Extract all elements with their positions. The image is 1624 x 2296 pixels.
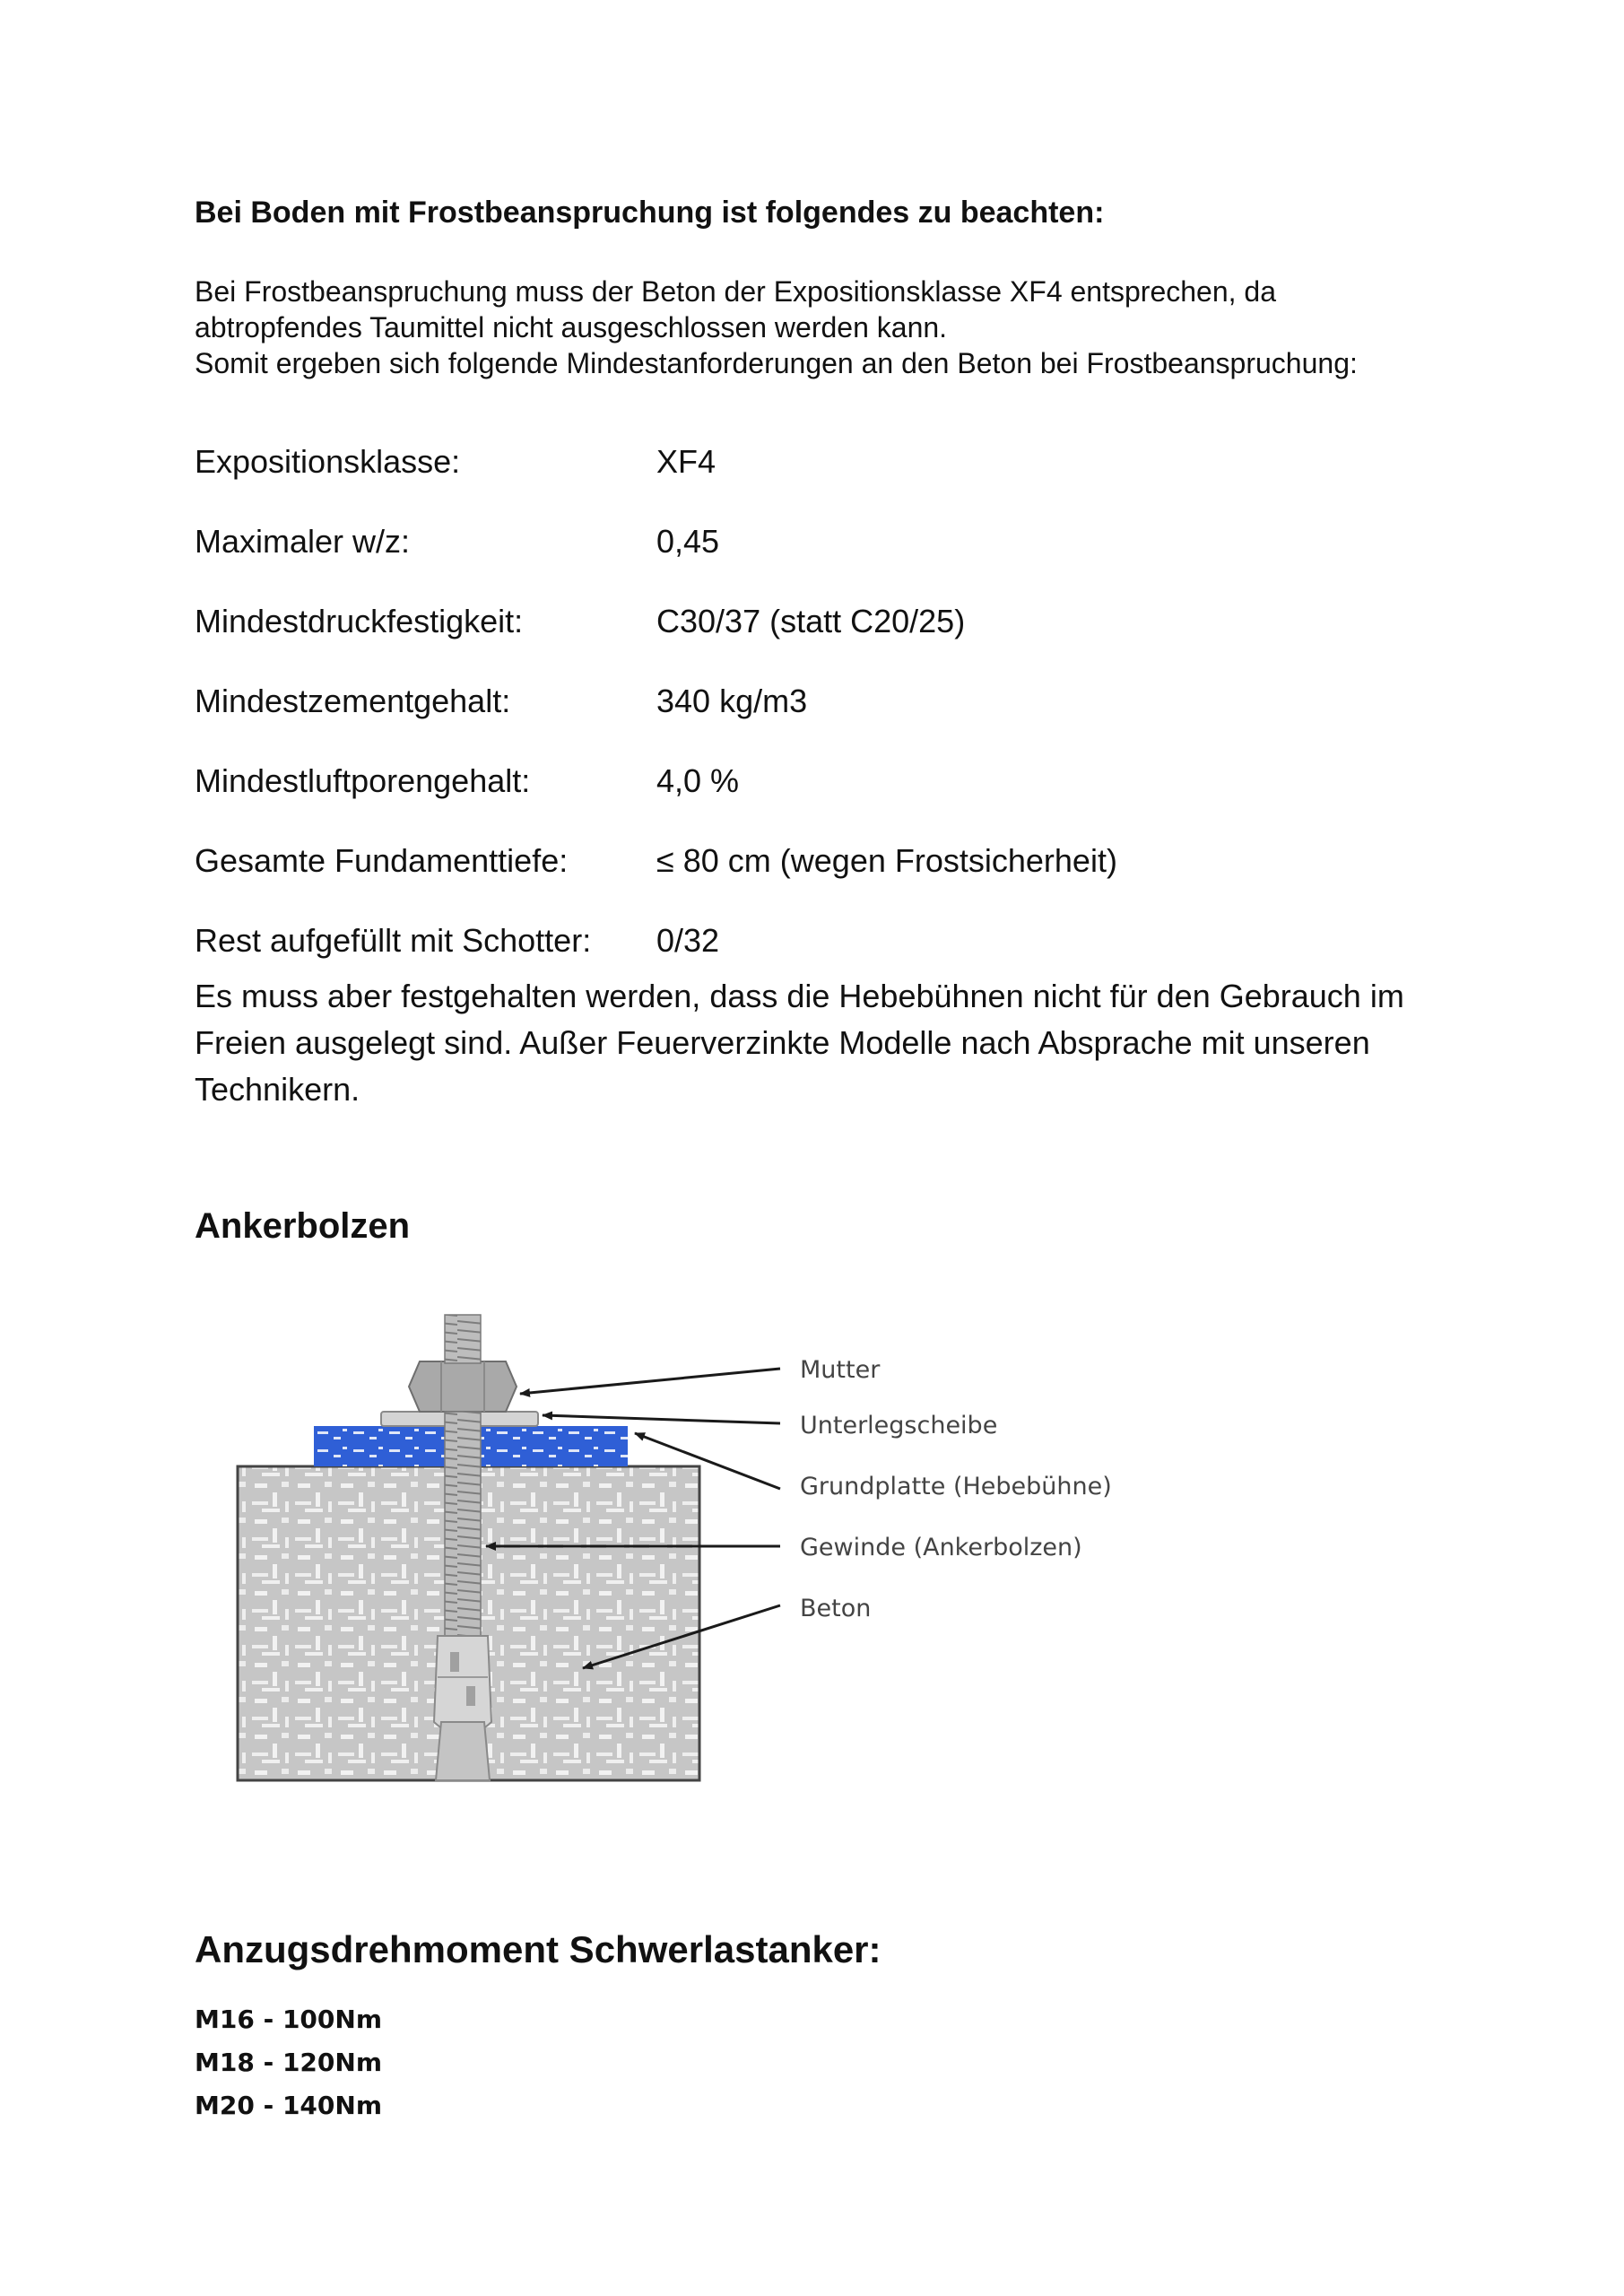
torque-list	[195, 1998, 382, 2127]
anchor-bolt-diagram	[206, 1300, 1130, 1803]
label-gewinde: Gewinde (Ankerbolzen)	[800, 1534, 1082, 1561]
label-unterlegscheibe: Unterlegscheibe	[800, 1412, 998, 1439]
expansion-sleeve	[434, 1636, 491, 1735]
table-row	[195, 821, 1360, 900]
intro-line: Bei Frostbeanspruchung muss der Beton der Expositionsklasse XF4 entsprechen, da	[195, 275, 1276, 308]
label-mutter: Mutter	[800, 1356, 881, 1384]
requirement-label: Rest aufgefüllt mit Schotter:	[195, 921, 592, 959]
frost-heading: Bei Boden mit Frostbeanspruchung ist folgendes zu beachten:	[195, 196, 1105, 230]
intro-line: abtropfendes Taumittel nicht ausgeschlossen werden kann.	[195, 311, 948, 344]
requirement-label: Mindestluftporengehalt:	[195, 761, 531, 799]
requirement-value: XF4	[656, 442, 716, 480]
bolt-thread	[445, 1412, 481, 1636]
requirement-label: Maximaler w/z:	[195, 522, 411, 560]
requirement-value: C30/37 (statt C20/25)	[656, 602, 966, 639]
list-item: M20 - 140Nm	[195, 2091, 383, 2120]
requirement-value: 340 kg/m3	[656, 682, 808, 719]
label-beton: Beton	[800, 1595, 872, 1622]
requirement-value: 0,45	[656, 522, 720, 560]
arrow-mutter	[520, 1369, 780, 1394]
requirement-label: Mindestdruckfestigkeit:	[195, 602, 524, 639]
table-row	[195, 422, 1360, 501]
frost-intro	[195, 274, 1468, 381]
requirement-label: Gesamte Fundamenttiefe:	[195, 841, 569, 879]
outdoor-note: Es muss aber festgehalten werden, dass die Hebebühnen nicht für den Gebrauch im Freien ausgelegt sind. Außer Feuerverzinkte Modelle nach Absprache mit unseren Technikern.	[195, 978, 1404, 1108]
table-row	[195, 661, 1360, 741]
bolt-thread-top	[445, 1315, 481, 1363]
anchor-heading: Ankerbolzen	[195, 1206, 411, 1246]
table-row	[195, 501, 1360, 581]
requirements-table	[195, 422, 1360, 980]
requirement-label: Mindestzementgehalt:	[195, 682, 511, 719]
nut	[409, 1361, 517, 1412]
table-row	[195, 900, 1360, 980]
list-item: M18 - 120Nm	[195, 2048, 383, 2077]
requirement-label: Expositionsklasse:	[195, 442, 461, 480]
bolt-cone	[436, 1722, 490, 1780]
table-row	[195, 581, 1360, 661]
arrow-unterlegscheibe	[543, 1415, 780, 1423]
torque-heading: Anzugsdrehmoment Schwerlastanker:	[195, 1928, 881, 1970]
list-item: M16 - 100Nm	[195, 2005, 383, 2034]
label-grundplatte: Grundplatte (Hebebühne)	[800, 1473, 1112, 1500]
requirement-value: 0/32	[656, 921, 720, 959]
requirement-value: ≤ 80 cm (wegen Frostsicherheit)	[656, 841, 1117, 879]
table-row	[195, 741, 1360, 821]
intro-line: Somit ergeben sich folgende Mindestanforderungen an den Beton bei Frostbeanspruchung:	[195, 347, 1358, 379]
requirement-value: 4,0 %	[656, 761, 740, 799]
